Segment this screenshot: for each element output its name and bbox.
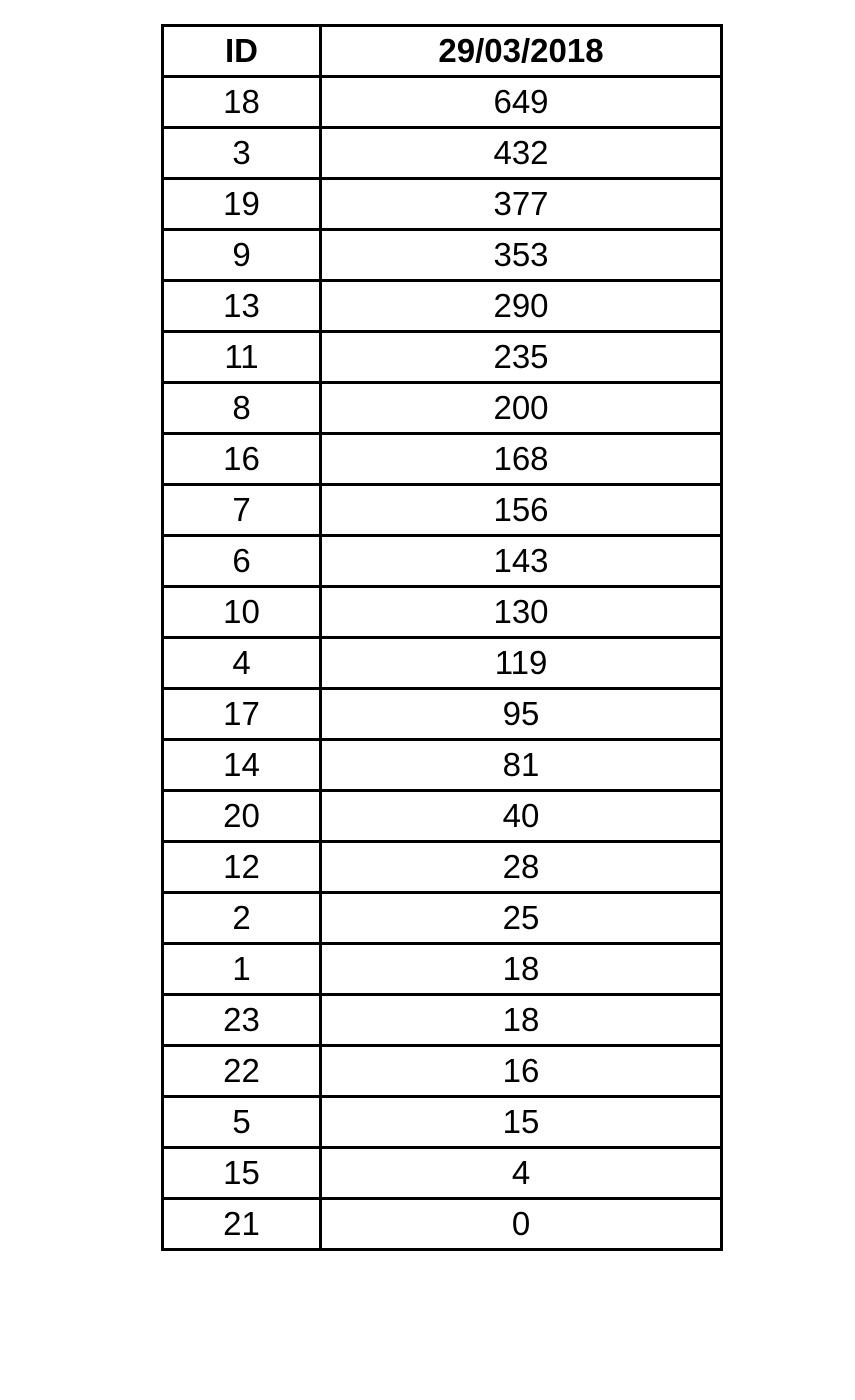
- cell-value: 18: [321, 944, 722, 995]
- cell-value: 81: [321, 740, 722, 791]
- cell-value: 25: [321, 893, 722, 944]
- cell-value: 156: [321, 485, 722, 536]
- table-body: [163, 77, 722, 1250]
- table-row: [163, 128, 722, 179]
- table-row: [163, 638, 722, 689]
- data-table: [161, 24, 723, 1251]
- cell-id: 14: [163, 740, 321, 791]
- column-header-date: 29/03/2018: [321, 26, 722, 77]
- cell-id: 3: [163, 128, 321, 179]
- cell-value: 15: [321, 1097, 722, 1148]
- cell-id: 7: [163, 485, 321, 536]
- cell-id: 2: [163, 893, 321, 944]
- cell-value: 143: [321, 536, 722, 587]
- cell-value: 130: [321, 587, 722, 638]
- cell-id: 5: [163, 1097, 321, 1148]
- cell-id: 22: [163, 1046, 321, 1097]
- cell-id: 15: [163, 1148, 321, 1199]
- cell-id: 4: [163, 638, 321, 689]
- table-header-row: [163, 26, 722, 77]
- cell-value: 95: [321, 689, 722, 740]
- cell-id: 23: [163, 995, 321, 1046]
- table-row: [163, 230, 722, 281]
- cell-value: 0: [321, 1199, 722, 1250]
- cell-id: 19: [163, 179, 321, 230]
- table-row: [163, 944, 722, 995]
- table-row: [163, 179, 722, 230]
- cell-id: 11: [163, 332, 321, 383]
- table-row: [163, 1097, 722, 1148]
- cell-value: 40: [321, 791, 722, 842]
- table-row: [163, 1148, 722, 1199]
- table-row: [163, 536, 722, 587]
- cell-value: 16: [321, 1046, 722, 1097]
- cell-id: 16: [163, 434, 321, 485]
- cell-value: 377: [321, 179, 722, 230]
- column-header-id: ID: [163, 26, 321, 77]
- table-row: [163, 1046, 722, 1097]
- cell-value: 649: [321, 77, 722, 128]
- cell-id: 10: [163, 587, 321, 638]
- cell-id: 8: [163, 383, 321, 434]
- cell-value: 4: [321, 1148, 722, 1199]
- cell-id: 9: [163, 230, 321, 281]
- table-row: [163, 587, 722, 638]
- cell-id: 20: [163, 791, 321, 842]
- cell-value: 353: [321, 230, 722, 281]
- table-row: [163, 791, 722, 842]
- table-row: [163, 383, 722, 434]
- cell-id: 12: [163, 842, 321, 893]
- cell-value: 290: [321, 281, 722, 332]
- cell-value: 18: [321, 995, 722, 1046]
- table-row: [163, 893, 722, 944]
- cell-id: 1: [163, 944, 321, 995]
- cell-id: 13: [163, 281, 321, 332]
- cell-value: 28: [321, 842, 722, 893]
- table-row: [163, 842, 722, 893]
- table-row: [163, 434, 722, 485]
- cell-value: 168: [321, 434, 722, 485]
- table-row: [163, 77, 722, 128]
- cell-id: 18: [163, 77, 321, 128]
- table-row: [163, 689, 722, 740]
- table-row: [163, 740, 722, 791]
- table-row: [163, 1199, 722, 1250]
- cell-value: 119: [321, 638, 722, 689]
- cell-value: 432: [321, 128, 722, 179]
- cell-id: 17: [163, 689, 321, 740]
- table-row: [163, 485, 722, 536]
- table-row: [163, 995, 722, 1046]
- cell-value: 200: [321, 383, 722, 434]
- cell-id: 21: [163, 1199, 321, 1250]
- cell-id: 6: [163, 536, 321, 587]
- table-row: [163, 332, 722, 383]
- cell-value: 235: [321, 332, 722, 383]
- table-row: [163, 281, 722, 332]
